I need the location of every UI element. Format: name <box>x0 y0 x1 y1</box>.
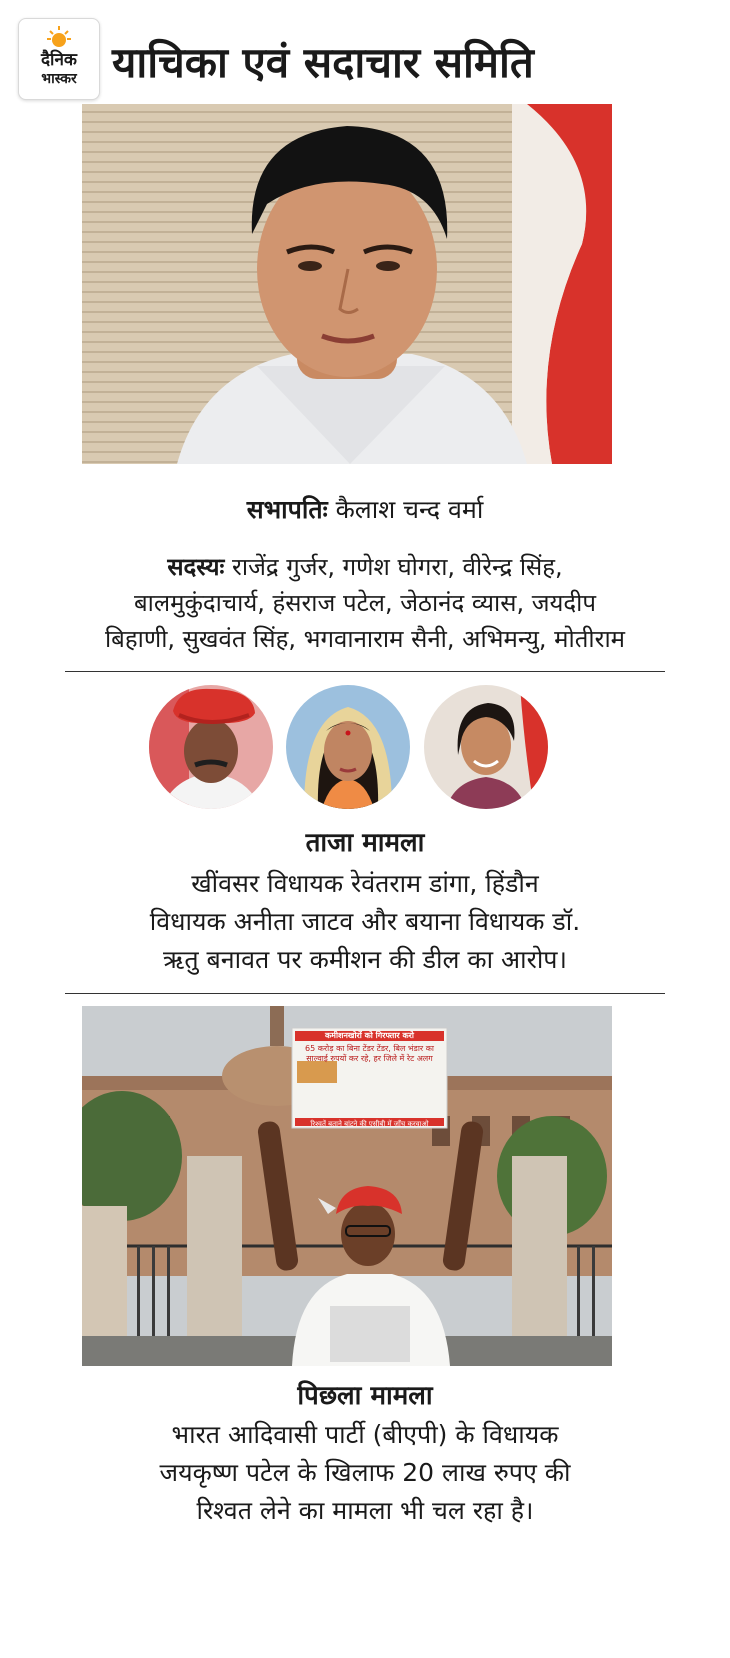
chair-name: कैलाश चन्द वर्मा <box>335 495 484 524</box>
latest-case-line-2: विधायक अनीता जाटव और बयाना विधायक डॉ. <box>149 907 581 936</box>
dainik-bhaskar-logo <box>18 18 100 100</box>
members-line-1 <box>20 549 710 585</box>
poster <box>292 1028 447 1128</box>
members-block <box>20 549 710 657</box>
latest-case-line-3: ऋतु बनावत पर कमीशन की डील का आरोप। <box>163 945 567 974</box>
members-line-3: बिहाणी, सुखवंत सिंह, भगवानाराम सैनी, अभिमन्यु, मोतीराम <box>104 625 626 653</box>
previous-case <box>20 1380 710 1530</box>
poster-sub-2: साल्वाई रुपयों कर रहे, हर जिले में रेट अलग <box>306 1054 433 1063</box>
previous-case-line-3: रिश्वत लेने का मामला भी चल रहा है। <box>196 1496 534 1525</box>
latest-case <box>20 827 710 979</box>
members-text-1: राजेंद्र गुर्जर, गणेश घोगरा, वीरेन्द्र सिंह, <box>232 553 563 581</box>
members-line-2: बालमुकुंदाचार्य, हंसराज पटेल, जेठानंद व्यास, जयदीप <box>133 589 597 617</box>
portrait-mla-2 <box>286 685 410 809</box>
sun-icon <box>46 25 72 49</box>
logo-line2: भास्कर <box>41 71 77 87</box>
divider <box>65 993 665 994</box>
previous-case-line-1: भारत आदिवासी पार्टी (बीएपी) के विधायक <box>171 1420 559 1449</box>
portrait-mla-3 <box>424 685 548 809</box>
previous-case-heading: पिछला मामला <box>297 1381 433 1411</box>
previous-case-line-2: जयकृष्ण पटेल के खिलाफ 20 लाख रुपए की <box>159 1458 571 1487</box>
divider <box>65 671 665 672</box>
chairman-photo <box>82 104 612 464</box>
members-label: सदस्यः <box>167 553 225 581</box>
poster-headline: कमीशनखोरों को गिरफ्तार करो <box>295 1031 444 1041</box>
poster-footer: रिश्वतें बताने बांटने की एसीबी में जाँच करवाओ <box>310 1120 429 1128</box>
latest-case-line-1: खींवसर विधायक रेवंतराम डांगा, हिंडौन <box>191 869 539 898</box>
page-title: याचिका एवं सदाचार समिति <box>112 38 534 87</box>
logo-line1: दैनिक <box>41 50 77 70</box>
poster-sub-1: 65 करोड़ का बिना टेंडर टेंडर, बिल भंडार का <box>305 1044 434 1053</box>
protest-photo <box>82 1006 612 1366</box>
chair-label: सभापतिः <box>246 495 328 524</box>
latest-case-heading: ताजा मामला <box>305 828 425 858</box>
header <box>0 0 730 100</box>
chair-line <box>20 494 710 526</box>
portrait-mla-1 <box>149 685 273 809</box>
